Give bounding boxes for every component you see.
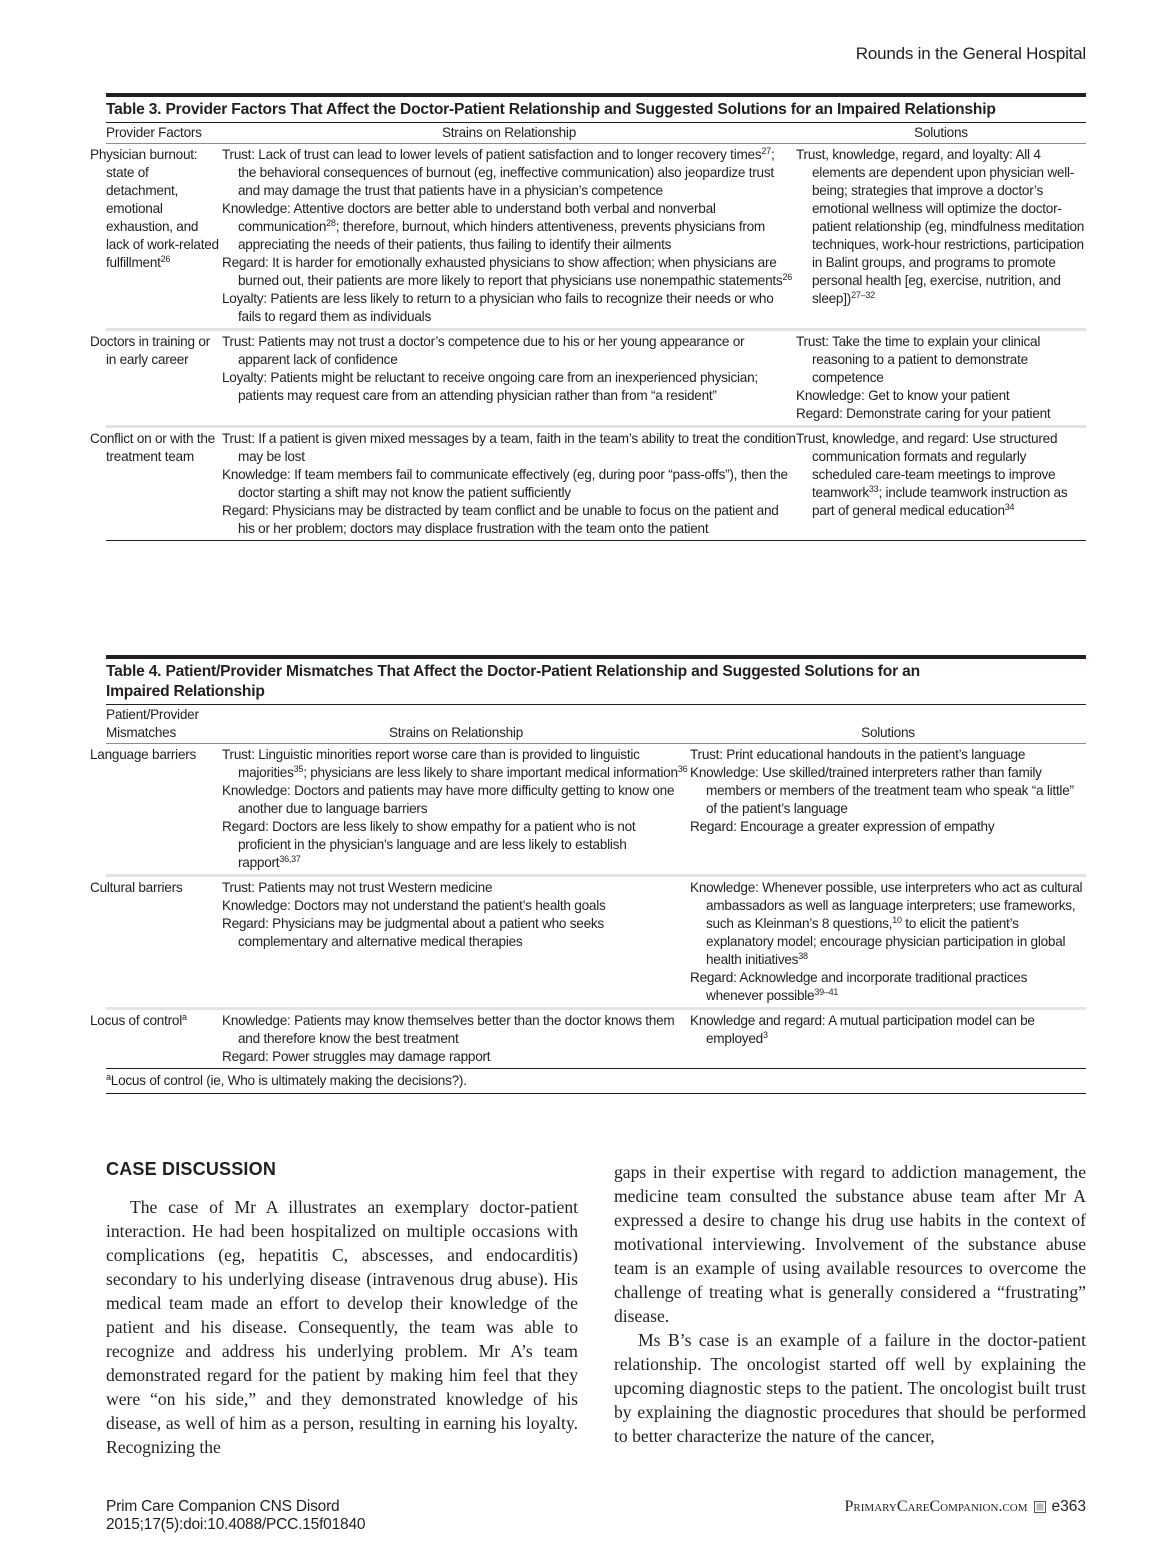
solution-item <box>796 333 1086 387</box>
table-row <box>106 144 1086 330</box>
item-text: Knowledge: Get to know your patient <box>796 388 1010 403</box>
item-text: Knowledge: Attentive doctors are better able to understand both verbal and nonverbal communication <box>222 201 716 234</box>
solution-item <box>796 405 1086 423</box>
item-text: ; physicians are less likely to share important medical information <box>303 765 678 780</box>
table-3-grid <box>90 123 1086 541</box>
factor-text: Doctors in training or in early career <box>90 334 210 367</box>
table-row <box>106 1009 1086 1069</box>
table-row <box>106 876 1086 1009</box>
strain-item <box>222 782 690 818</box>
body-column-right <box>614 1160 1086 1448</box>
solution-item <box>796 146 1086 308</box>
solution-item <box>690 879 1086 969</box>
strain-item <box>222 146 796 200</box>
footer-citation <box>106 1498 365 1534</box>
journal-name: Prim Care Companion CNS Disord <box>106 1498 340 1515</box>
item-text: Trust: Patients may not trust Western medicine <box>222 880 493 895</box>
page-number: e363 <box>1051 1498 1086 1515</box>
solution-item <box>690 764 1086 818</box>
reference-superscript: 10 <box>892 915 902 925</box>
reference-superscript: 33 <box>868 484 879 494</box>
item-text: Regard: It is harder for emotionally exhausted physicians to show affection; when physicians are burned out, their patients are more likely to report that physicians use nonempathic statements <box>222 255 783 288</box>
strain-item <box>222 200 796 254</box>
factor-text: Locus of control <box>90 1013 182 1028</box>
factor-text: Conflict on or with the treatment team <box>90 431 215 464</box>
strain-item <box>222 1012 690 1048</box>
column-header: Provider Factors <box>106 123 222 144</box>
item-text: Knowledge: Doctors and patients may have more difficulty getting to know one another due to language barriers <box>222 783 675 816</box>
item-text: Trust, knowledge, regard, and loyalty: All 4 elements are dependent upon physician well-being; strategies that improve a doctor’s emotional wellness will optimize the doctor-patient relationship (eg, mindfulness meditation techniques, work-hour restrictions, participation in Balint groups, and programs to promote personal health [eg, exercise, nutrition, and sleep]) <box>796 147 1085 306</box>
doi-citation: 2015;17(5):doi:10.4088/PCC.15f01840 <box>106 1516 366 1533</box>
row-factor <box>90 744 222 876</box>
item-text: Regard: Physicians may be distracted by team conflict and be unable to focus on the patient and his or her problem; doctors may displace frustration with the team onto the patient <box>222 503 779 536</box>
row-factor <box>90 1009 222 1069</box>
reference-superscript: 27 <box>761 146 771 156</box>
strain-item <box>222 290 796 326</box>
section-heading: CASE DISCUSSION <box>106 1159 277 1179</box>
item-text: ; the behavioral consequences of burnout (eg, ineffective communication) also jeopardize trust and may damage the trust that patients have in a physician’s competence <box>238 147 775 198</box>
item-text: Trust: Patients may not trust a doctor’s competence due to his or her young appearance or apparent lack of confidence <box>222 334 745 367</box>
strain-item <box>222 818 690 872</box>
strain-item <box>222 915 690 951</box>
solution-item <box>690 969 1086 1005</box>
strain-item <box>222 466 796 502</box>
solution-item <box>690 746 1086 764</box>
item-text: Trust: Print educational handouts in the patient’s language <box>690 747 1026 762</box>
table-row <box>106 330 1086 427</box>
solution-item <box>796 387 1086 405</box>
row-factor <box>90 144 222 330</box>
item-text: Regard: Demonstrate caring for your patient <box>796 406 1051 421</box>
strain-item <box>222 897 690 915</box>
table-footnote <box>106 1069 1086 1094</box>
item-text: Loyalty: Patients are less likely to return to a physician who fails to recognize their needs or who fails to regard them as individuals <box>222 291 774 324</box>
solution-item <box>690 818 1086 836</box>
solutions-cell <box>796 330 1086 427</box>
item-text: Knowledge and regard: A mutual participation model can be employed <box>690 1013 1035 1046</box>
column-header: Solutions <box>690 705 1086 744</box>
strain-item <box>222 1048 690 1066</box>
row-factor <box>90 427 222 541</box>
reference-superscript: 3 <box>762 1030 768 1040</box>
item-text: Knowledge: Use skilled/trained interpreters rather than family members or members of the treatment team who speak “a little” of the patient’s language <box>690 765 1074 816</box>
item-text: Trust: Linguistic minorities report worse care than is provided to linguistic majorities <box>222 747 640 780</box>
item-text: Regard: Doctors are less likely to show empathy for a patient who is not proficient in the physician’s language and are less likely to establish rapport <box>222 819 636 870</box>
reference-superscript: a <box>181 1012 187 1022</box>
footnote-text: Locus of control (ie, Who is ultimately making the decisions?). <box>110 1073 467 1088</box>
running-head: Rounds in the General Hospital <box>855 44 1086 63</box>
solutions-cell <box>796 144 1086 330</box>
strain-item <box>222 430 796 466</box>
strains-cell <box>222 427 796 541</box>
reference-superscript: 38 <box>798 951 808 961</box>
item-text: Knowledge: Patients may know themselves better than the doctor knows them and therefore know the best treatment <box>222 1013 675 1046</box>
item-text: Trust: Lack of trust can lead to lower levels of patient satisfaction and to longer recovery times <box>222 147 762 162</box>
site-link[interactable]: PrimaryCareCompanion.com <box>844 1498 1028 1515</box>
item-text: Regard: Acknowledge and incorporate traditional practices whenever possible <box>690 970 1028 1003</box>
column-header: Patient/Provider Mismatches <box>106 705 222 744</box>
strains-cell <box>222 744 690 876</box>
strains-cell <box>222 330 796 427</box>
strains-cell <box>222 144 796 330</box>
reference-superscript: 26 <box>160 254 171 264</box>
square-bullet-icon <box>1034 1501 1046 1513</box>
strain-item <box>222 333 796 369</box>
item-text: Trust, knowledge, and regard: Use structured communication formats and regularly scheduled care-team meetings to improve teamwork <box>796 431 1058 500</box>
factor-text: Cultural barriers <box>90 880 183 895</box>
item-text: Knowledge: Whenever possible, use interpreters who act as cultural ambassadors as well as language interpreters; use frameworks, such as Kleinman’s 8 questions, <box>690 880 1083 931</box>
footer-page <box>845 1498 1086 1516</box>
item-text: Regard: Power struggles may damage rapport <box>222 1049 491 1064</box>
column-header: Strains on Relationship <box>222 123 796 144</box>
row-factor <box>90 330 222 427</box>
item-text: to elicit the patient’s explanatory model; encourage physician participation in global health initiatives <box>706 916 1066 967</box>
paragraph: Ms B’s case is an example of a failure in the doctor-patient relationship. The oncologist started off well by explaining the upcoming diagnostic steps to the patient. The oncologist built trust by explaining the diagnostic procedures that should be performed to better characterize the nature of the cancer, <box>614 1330 1086 1446</box>
solution-item <box>796 430 1086 520</box>
reference-superscript: 34 <box>1004 502 1015 512</box>
item-text: Loyalty: Patients might be reluctant to receive ongoing care from an inexperienced physician; patients may request care from an attending physician rather than from “a resident” <box>222 370 758 403</box>
reference-superscript: 26 <box>782 272 792 282</box>
item-text: Regard: Encourage a greater expression of empathy <box>690 819 995 834</box>
column-header: Strains on Relationship <box>222 705 690 744</box>
strains-cell <box>222 876 690 1009</box>
table-caption: Table 4. Patient/Provider Mismatches That Affect the Doctor-Patient Relationship and Suggested Solutions for an Impaired Relationship <box>106 663 920 700</box>
strain-item <box>222 879 690 897</box>
item-text: Knowledge: Doctors may not understand the patient’s health goals <box>222 898 606 913</box>
factor-text: Physician burnout: state of detachment, emotional exhaustion, and lack of work-related fulfillment <box>90 147 219 270</box>
table-row <box>106 744 1086 876</box>
reference-superscript: 39–41 <box>814 987 839 997</box>
paragraph: gaps in their expertise with regard to addiction management, the medicine team consulted the substance abuse team after Mr A expressed a desire to change his drug use habits in the context of motivational interviewing. Involvement of the substance abuse team is an example of using available resources to overcome the challenge of treating what is generally considered a “frustrating” disease. <box>614 1162 1086 1326</box>
strain-item <box>222 746 690 782</box>
table-3 <box>90 93 1086 541</box>
strain-item <box>222 502 796 538</box>
item-text: Trust: If a patient is given mixed messages by a team, faith in the team’s ability to treat the condition may be lost <box>222 431 796 464</box>
item-text: Knowledge: If team members fail to communicate effectively (eg, during poor “pass-offs”), then the doctor starting a shift may not know the patient sufficiently <box>222 467 788 500</box>
solutions-cell <box>796 427 1086 541</box>
item-text: Regard: Physicians may be judgmental about a patient who seeks complementary and alternative medical therapies <box>222 916 604 949</box>
row-factor <box>90 876 222 1009</box>
table-4 <box>90 655 1086 1094</box>
factor-text: Language barriers <box>90 747 197 762</box>
strains-cell <box>222 1009 690 1069</box>
solutions-cell <box>690 1009 1086 1069</box>
solutions-cell <box>690 876 1086 1009</box>
footnote-mark: a <box>106 1072 111 1082</box>
reference-superscript: 28 <box>326 218 336 228</box>
table-row <box>106 427 1086 541</box>
paragraph: The case of Mr A illustrates an exemplary doctor-patient interaction. He had been hospitalized on multiple occasions with complications (eg, hepatitis C, abscesses, and endocarditis) secondary to his underlying disease (intravenous drug abuse). His medical team made an effort to develop their knowledge of the patient and his disease. Consequently, the team was able to recognize and address his underlying problem. Mr A’s team demonstrated regard for the patient by making him feel that they were “on his side,” and they demonstrated knowledge of his disease, as well of him as a person, resulting in earning his loyalty. Recognizing the <box>106 1197 578 1457</box>
solutions-cell <box>690 744 1086 876</box>
item-text: Trust: Take the time to explain your clinical reasoning to a patient to demonstrate competence <box>796 334 1041 385</box>
column-header: Solutions <box>796 123 1086 144</box>
solution-item <box>690 1012 1086 1048</box>
strain-item <box>222 369 796 405</box>
item-text: ; therefore, burnout, which hinders attentiveness, prevents physicians from appreciating the needs of their patients, thus failing to identify their ailments <box>238 219 766 252</box>
reference-superscript: 27–32 <box>851 290 875 300</box>
table-caption: Table 3. Provider Factors That Affect the Doctor-Patient Relationship and Suggested Solutions for an Impaired Relationship <box>106 101 996 118</box>
strain-item <box>222 254 796 290</box>
reference-superscript: 35 <box>293 764 304 774</box>
reference-superscript: 36,37 <box>279 854 301 864</box>
table-4-grid <box>90 705 1086 1069</box>
body-column-left <box>106 1195 578 1459</box>
item-text: ; include teamwork instruction as part of general medical education <box>812 485 1068 518</box>
reference-superscript: 36 <box>677 764 688 774</box>
